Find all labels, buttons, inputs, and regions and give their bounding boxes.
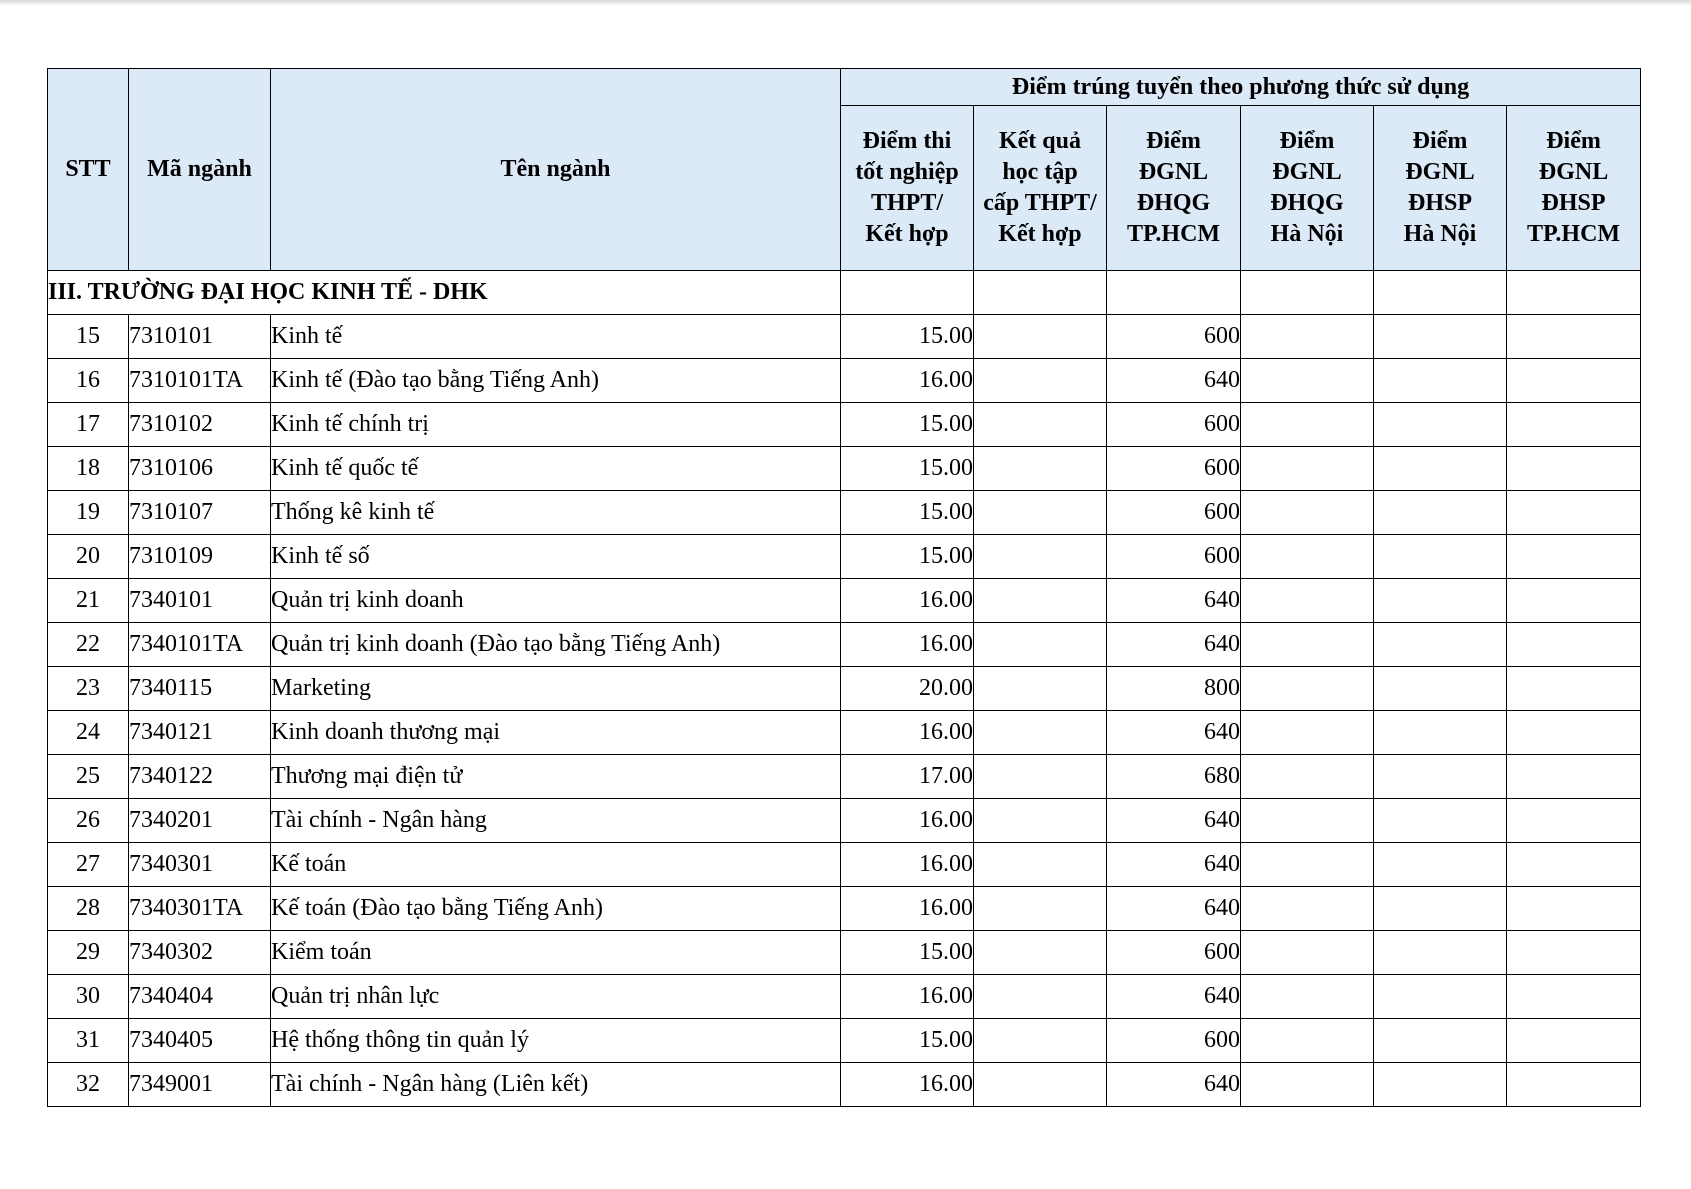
stt-cell: 15 bbox=[48, 315, 129, 359]
hocba-score-cell bbox=[974, 491, 1107, 535]
dgnl-sphcm-score-cell bbox=[1507, 315, 1641, 359]
name-cell: Kinh tế (Đào tạo bằng Tiếng Anh) bbox=[271, 359, 841, 403]
header-method-line: cấp THPT/ bbox=[983, 190, 1097, 216]
stt-cell: 30 bbox=[48, 975, 129, 1019]
header-method-line: ĐHSP bbox=[1407, 190, 1472, 216]
name-cell: Kế toán (Đào tạo bằng Tiếng Anh) bbox=[271, 887, 841, 931]
dgnl-hcm-score-cell: 600 bbox=[1107, 315, 1241, 359]
dgnl-sphcm-score-cell bbox=[1507, 711, 1641, 755]
table-row bbox=[48, 623, 1641, 667]
stt-cell: 32 bbox=[48, 1063, 129, 1107]
table-row bbox=[48, 1019, 1641, 1063]
stt-cell: 22 bbox=[48, 623, 129, 667]
section-empty-cell bbox=[841, 271, 974, 315]
code-cell: 7340301 bbox=[129, 843, 271, 887]
table-row bbox=[48, 315, 1641, 359]
dgnl-sphn-score-cell bbox=[1374, 1019, 1507, 1063]
dgnl-hn-score-cell bbox=[1241, 711, 1374, 755]
table-row bbox=[48, 931, 1641, 975]
table-row bbox=[48, 1063, 1641, 1107]
header-method-line: ĐHSP bbox=[1541, 190, 1606, 216]
dgnl-hn-score-cell bbox=[1241, 799, 1374, 843]
header-method-5 bbox=[1374, 106, 1507, 271]
code-cell: 7340302 bbox=[129, 931, 271, 975]
stt-cell: 27 bbox=[48, 843, 129, 887]
header-method-line: Điểm thi bbox=[862, 128, 952, 154]
name-cell: Marketing bbox=[271, 667, 841, 711]
stt-cell: 21 bbox=[48, 579, 129, 623]
table-row bbox=[48, 667, 1641, 711]
code-cell: 7340301TA bbox=[129, 887, 271, 931]
header-method-6 bbox=[1507, 106, 1641, 271]
hocba-score-cell bbox=[974, 843, 1107, 887]
stt-cell: 23 bbox=[48, 667, 129, 711]
dgnl-hn-score-cell bbox=[1241, 887, 1374, 931]
thpt-score-cell: 16.00 bbox=[841, 711, 974, 755]
code-cell: 7310109 bbox=[129, 535, 271, 579]
code-cell: 7340121 bbox=[129, 711, 271, 755]
table-row bbox=[48, 403, 1641, 447]
name-cell: Kinh tế quốc tế bbox=[271, 447, 841, 491]
hocba-score-cell bbox=[974, 579, 1107, 623]
dgnl-sphcm-score-cell bbox=[1507, 491, 1641, 535]
stt-cell: 29 bbox=[48, 931, 129, 975]
thpt-score-cell: 16.00 bbox=[841, 623, 974, 667]
header-method-line: Điểm bbox=[1279, 128, 1335, 154]
dgnl-hn-score-cell bbox=[1241, 1019, 1374, 1063]
header-method-4 bbox=[1241, 106, 1374, 271]
dgnl-hcm-score-cell: 600 bbox=[1107, 1019, 1241, 1063]
section-empty-cell bbox=[1241, 271, 1374, 315]
hocba-score-cell bbox=[974, 447, 1107, 491]
name-cell: Quản trị nhân lực bbox=[271, 975, 841, 1019]
dgnl-sphcm-score-cell bbox=[1507, 1063, 1641, 1107]
header-method-line: TP.HCM bbox=[1126, 221, 1221, 247]
dgnl-hcm-score-cell: 600 bbox=[1107, 535, 1241, 579]
dgnl-hn-score-cell bbox=[1241, 359, 1374, 403]
dgnl-hn-score-cell bbox=[1241, 975, 1374, 1019]
top-shade bbox=[0, 0, 1691, 6]
name-cell: Tài chính - Ngân hàng bbox=[271, 799, 841, 843]
code-cell: 7340405 bbox=[129, 1019, 271, 1063]
dgnl-sphn-score-cell bbox=[1374, 359, 1507, 403]
table-row bbox=[48, 491, 1641, 535]
header-method-line: ĐGNL bbox=[1138, 159, 1209, 185]
thpt-score-cell: 16.00 bbox=[841, 887, 974, 931]
name-cell: Kinh tế bbox=[271, 315, 841, 359]
stt-cell: 16 bbox=[48, 359, 129, 403]
stt-cell: 25 bbox=[48, 755, 129, 799]
dgnl-sphn-score-cell bbox=[1374, 447, 1507, 491]
hocba-score-cell bbox=[974, 403, 1107, 447]
thpt-score-cell: 16.00 bbox=[841, 975, 974, 1019]
table-row bbox=[48, 887, 1641, 931]
header-method-line: Kết hợp bbox=[998, 221, 1082, 247]
thpt-score-cell: 16.00 bbox=[841, 799, 974, 843]
name-cell: Tài chính - Ngân hàng (Liên kết) bbox=[271, 1063, 841, 1107]
hocba-score-cell bbox=[974, 623, 1107, 667]
dgnl-sphn-score-cell bbox=[1374, 799, 1507, 843]
dgnl-sphcm-score-cell bbox=[1507, 931, 1641, 975]
code-cell: 7340101 bbox=[129, 579, 271, 623]
header-method-1 bbox=[841, 106, 974, 271]
header-method-line: Hà Nội bbox=[1270, 221, 1344, 247]
dgnl-hn-score-cell bbox=[1241, 1063, 1374, 1107]
hocba-score-cell bbox=[974, 667, 1107, 711]
dgnl-hcm-score-cell: 600 bbox=[1107, 447, 1241, 491]
thpt-score-cell: 15.00 bbox=[841, 1019, 974, 1063]
dgnl-sphcm-score-cell bbox=[1507, 975, 1641, 1019]
section-row bbox=[48, 271, 1641, 315]
header-method-line: Kết quả bbox=[998, 128, 1081, 154]
code-cell: 7349001 bbox=[129, 1063, 271, 1107]
thpt-score-cell: 16.00 bbox=[841, 1063, 974, 1107]
dgnl-hn-score-cell bbox=[1241, 931, 1374, 975]
table-row bbox=[48, 447, 1641, 491]
dgnl-sphn-score-cell bbox=[1374, 491, 1507, 535]
dgnl-hcm-score-cell: 640 bbox=[1107, 623, 1241, 667]
dgnl-hn-score-cell bbox=[1241, 535, 1374, 579]
hocba-score-cell bbox=[974, 975, 1107, 1019]
table-body bbox=[48, 271, 1641, 1107]
name-cell: Thống kê kinh tế bbox=[271, 491, 841, 535]
thpt-score-cell: 15.00 bbox=[841, 535, 974, 579]
dgnl-hn-score-cell bbox=[1241, 843, 1374, 887]
stt-cell: 19 bbox=[48, 491, 129, 535]
dgnl-hn-score-cell bbox=[1241, 623, 1374, 667]
header-method-line: ĐHQG bbox=[1136, 190, 1211, 216]
hocba-score-cell bbox=[974, 755, 1107, 799]
header-method-line: tốt nghiệp bbox=[855, 159, 959, 185]
header-ten-nganh: Tên ngành bbox=[271, 69, 841, 271]
dgnl-sphn-score-cell bbox=[1374, 843, 1507, 887]
header-method-line: Điểm bbox=[1412, 128, 1468, 154]
stt-cell: 26 bbox=[48, 799, 129, 843]
thpt-score-cell: 15.00 bbox=[841, 931, 974, 975]
dgnl-hcm-score-cell: 600 bbox=[1107, 403, 1241, 447]
dgnl-sphcm-score-cell bbox=[1507, 843, 1641, 887]
name-cell: Quản trị kinh doanh bbox=[271, 579, 841, 623]
header-method-line: ĐHQG bbox=[1270, 190, 1344, 216]
dgnl-hcm-score-cell: 800 bbox=[1107, 667, 1241, 711]
code-cell: 7310107 bbox=[129, 491, 271, 535]
code-cell: 7310102 bbox=[129, 403, 271, 447]
header-score-group: Điểm trúng tuyển theo phương thức sử dụng bbox=[841, 69, 1641, 106]
stt-cell: 31 bbox=[48, 1019, 129, 1063]
thpt-score-cell: 16.00 bbox=[841, 843, 974, 887]
table-row bbox=[48, 843, 1641, 887]
section-empty-cell bbox=[1107, 271, 1241, 315]
table-row bbox=[48, 535, 1641, 579]
dgnl-hn-score-cell bbox=[1241, 491, 1374, 535]
stt-cell: 24 bbox=[48, 711, 129, 755]
header-method-line: ĐGNL bbox=[1272, 159, 1342, 185]
hocba-score-cell bbox=[974, 931, 1107, 975]
hocba-score-cell bbox=[974, 1063, 1107, 1107]
code-cell: 7340115 bbox=[129, 667, 271, 711]
table-row bbox=[48, 579, 1641, 623]
code-cell: 7340122 bbox=[129, 755, 271, 799]
name-cell: Kinh tế chính trị bbox=[271, 403, 841, 447]
hocba-score-cell bbox=[974, 887, 1107, 931]
thpt-score-cell: 16.00 bbox=[841, 579, 974, 623]
name-cell: Kinh tế số bbox=[271, 535, 841, 579]
section-empty-cell bbox=[974, 271, 1107, 315]
code-cell: 7310106 bbox=[129, 447, 271, 491]
name-cell: Thương mại điện tử bbox=[271, 755, 841, 799]
dgnl-sphn-score-cell bbox=[1374, 1063, 1507, 1107]
thpt-score-cell: 15.00 bbox=[841, 447, 974, 491]
header-method-2 bbox=[974, 106, 1107, 271]
dgnl-hcm-score-cell: 680 bbox=[1107, 755, 1241, 799]
section-empty-cell bbox=[1374, 271, 1507, 315]
header-method-line: Điểm bbox=[1546, 128, 1601, 154]
name-cell: Kế toán bbox=[271, 843, 841, 887]
dgnl-sphn-score-cell bbox=[1374, 755, 1507, 799]
dgnl-sphn-score-cell bbox=[1374, 315, 1507, 359]
dgnl-hcm-score-cell: 600 bbox=[1107, 491, 1241, 535]
code-cell: 7340201 bbox=[129, 799, 271, 843]
dgnl-hcm-score-cell: 640 bbox=[1107, 1063, 1241, 1107]
section-empty-cell bbox=[1507, 271, 1641, 315]
hocba-score-cell bbox=[974, 359, 1107, 403]
table-row bbox=[48, 975, 1641, 1019]
header-method-line: Điểm bbox=[1146, 128, 1201, 154]
stt-cell: 18 bbox=[48, 447, 129, 491]
dgnl-sphn-score-cell bbox=[1374, 931, 1507, 975]
dgnl-sphcm-score-cell bbox=[1507, 535, 1641, 579]
dgnl-sphcm-score-cell bbox=[1507, 403, 1641, 447]
dgnl-hn-score-cell bbox=[1241, 403, 1374, 447]
dgnl-sphcm-score-cell bbox=[1507, 1019, 1641, 1063]
name-cell: Quản trị kinh doanh (Đào tạo bằng Tiếng Anh) bbox=[271, 623, 841, 667]
dgnl-hn-score-cell bbox=[1241, 315, 1374, 359]
header-method-3 bbox=[1107, 106, 1241, 271]
code-cell: 7340101TA bbox=[129, 623, 271, 667]
header-ma-nganh: Mã ngành bbox=[129, 69, 271, 271]
header-method-line: học tập bbox=[1002, 159, 1078, 185]
thpt-score-cell: 15.00 bbox=[841, 491, 974, 535]
dgnl-hn-score-cell bbox=[1241, 667, 1374, 711]
dgnl-hcm-score-cell: 640 bbox=[1107, 887, 1241, 931]
dgnl-hcm-score-cell: 600 bbox=[1107, 931, 1241, 975]
stt-cell: 20 bbox=[48, 535, 129, 579]
dgnl-sphcm-score-cell bbox=[1507, 359, 1641, 403]
thpt-score-cell: 15.00 bbox=[841, 403, 974, 447]
dgnl-sphcm-score-cell bbox=[1507, 623, 1641, 667]
section-title: III. TRƯỜNG ĐẠI HỌC KINH TẾ - DHK bbox=[48, 271, 841, 315]
dgnl-hcm-score-cell: 640 bbox=[1107, 799, 1241, 843]
hocba-score-cell bbox=[974, 535, 1107, 579]
thpt-score-cell: 20.00 bbox=[841, 667, 974, 711]
dgnl-sphcm-score-cell bbox=[1507, 667, 1641, 711]
dgnl-hn-score-cell bbox=[1241, 447, 1374, 491]
dgnl-sphn-score-cell bbox=[1374, 887, 1507, 931]
hocba-score-cell bbox=[974, 1019, 1107, 1063]
dgnl-sphn-score-cell bbox=[1374, 711, 1507, 755]
dgnl-sphn-score-cell bbox=[1374, 535, 1507, 579]
stt-cell: 17 bbox=[48, 403, 129, 447]
name-cell: Hệ thống thông tin quản lý bbox=[271, 1019, 841, 1063]
name-cell: Kinh doanh thương mại bbox=[271, 711, 841, 755]
header-method-line: ĐGNL bbox=[1405, 159, 1475, 185]
dgnl-hcm-score-cell: 640 bbox=[1107, 359, 1241, 403]
hocba-score-cell bbox=[974, 799, 1107, 843]
dgnl-hcm-score-cell: 640 bbox=[1107, 579, 1241, 623]
dgnl-sphn-score-cell bbox=[1374, 579, 1507, 623]
header-method-line: Hà Nội bbox=[1403, 221, 1477, 247]
code-cell: 7340404 bbox=[129, 975, 271, 1019]
dgnl-sphcm-score-cell bbox=[1507, 755, 1641, 799]
dgnl-sphn-score-cell bbox=[1374, 667, 1507, 711]
table-row bbox=[48, 711, 1641, 755]
table-row bbox=[48, 799, 1641, 843]
thpt-score-cell: 16.00 bbox=[841, 359, 974, 403]
header-method-line: ĐGNL bbox=[1538, 159, 1609, 185]
dgnl-sphn-score-cell bbox=[1374, 975, 1507, 1019]
thpt-score-cell: 17.00 bbox=[841, 755, 974, 799]
dgnl-sphcm-score-cell bbox=[1507, 579, 1641, 623]
thpt-score-cell: 15.00 bbox=[841, 315, 974, 359]
code-cell: 7310101 bbox=[129, 315, 271, 359]
header-stt: STT bbox=[48, 69, 129, 271]
table-header bbox=[48, 69, 1641, 271]
dgnl-hcm-score-cell: 640 bbox=[1107, 975, 1241, 1019]
stt-cell: 28 bbox=[48, 887, 129, 931]
dgnl-sphn-score-cell bbox=[1374, 403, 1507, 447]
dgnl-sphcm-score-cell bbox=[1507, 799, 1641, 843]
table-row bbox=[48, 359, 1641, 403]
dgnl-hn-score-cell bbox=[1241, 755, 1374, 799]
header-method-line: TP.HCM bbox=[1526, 221, 1621, 247]
dgnl-sphcm-score-cell bbox=[1507, 887, 1641, 931]
dgnl-hn-score-cell bbox=[1241, 579, 1374, 623]
header-method-line: Kết hợp bbox=[865, 221, 949, 247]
hocba-score-cell bbox=[974, 315, 1107, 359]
dgnl-sphn-score-cell bbox=[1374, 623, 1507, 667]
dgnl-hcm-score-cell: 640 bbox=[1107, 843, 1241, 887]
dgnl-sphcm-score-cell bbox=[1507, 447, 1641, 491]
code-cell: 7310101TA bbox=[129, 359, 271, 403]
dgnl-hcm-score-cell: 640 bbox=[1107, 711, 1241, 755]
hocba-score-cell bbox=[974, 711, 1107, 755]
name-cell: Kiểm toán bbox=[271, 931, 841, 975]
admission-scores-table bbox=[47, 68, 1641, 1107]
header-method-line: THPT/ bbox=[870, 190, 943, 216]
table-row bbox=[48, 755, 1641, 799]
